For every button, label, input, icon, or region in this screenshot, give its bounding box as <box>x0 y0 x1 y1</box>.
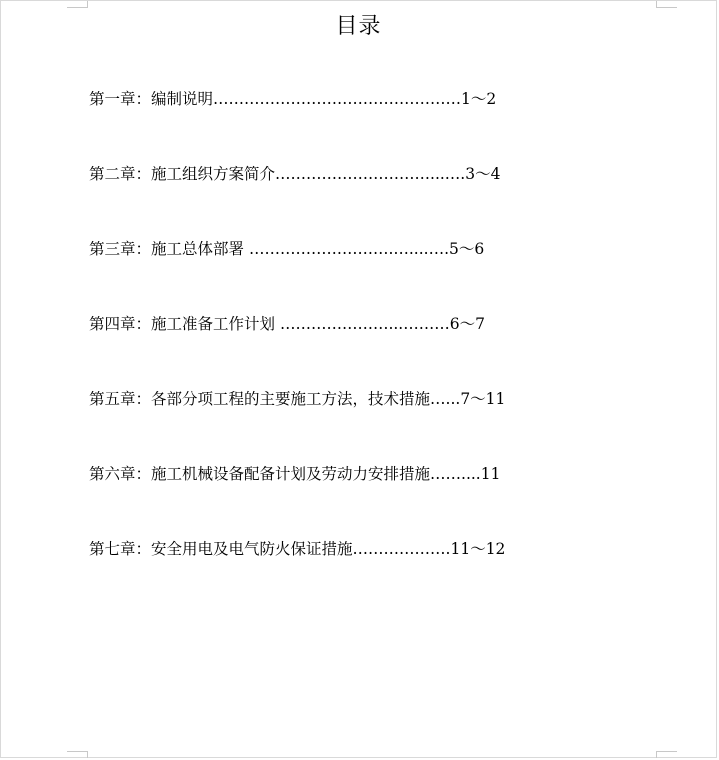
toc-heading: 施工机械设备配备计划及劳动力安排措施 <box>151 465 431 483</box>
toc-leader: ………………………………………… <box>213 90 462 108</box>
toc-chapter: 第六章： <box>89 465 152 483</box>
toc-entry <box>89 237 505 312</box>
toc-entry <box>89 312 505 387</box>
toc-title: 目录 <box>335 14 382 39</box>
crop-mark-bottom-right <box>656 751 677 758</box>
toc-entry <box>89 537 505 612</box>
toc-heading: 施工组织方案简介 <box>151 165 276 183</box>
toc-pages: 7～11 <box>460 390 506 408</box>
toc-chapter: 第七章： <box>89 540 152 558</box>
toc-leader: …….... <box>430 465 481 483</box>
toc-heading: 安全用电及电气防火保证措施 <box>151 540 353 558</box>
crop-mark-bottom-left <box>67 751 88 758</box>
toc-leader: …………………...……… <box>279 315 450 333</box>
toc-heading: 各部分项工程的主要施工方法，技术措施 <box>151 390 431 408</box>
toc-entry <box>89 87 505 162</box>
toc-chapter: 第四章： <box>89 315 152 333</box>
toc-pages: 11～12 <box>450 540 506 558</box>
toc-leader: ………………. <box>352 540 451 558</box>
toc-pages: 3～4 <box>465 165 501 183</box>
toc-list <box>89 87 505 612</box>
crop-mark-top-right <box>656 1 677 8</box>
toc-pages: 1～2 <box>461 90 497 108</box>
toc-entry <box>89 462 505 537</box>
toc-entry <box>89 162 505 237</box>
toc-chapter: 第二章： <box>89 165 152 183</box>
toc-leader: …………………………...…. <box>275 165 466 183</box>
toc-pages: 5～6 <box>449 240 485 258</box>
crop-mark-top-left <box>67 1 88 8</box>
toc-heading: 施工总体部署 <box>151 240 249 258</box>
toc-leader: …... <box>430 390 461 408</box>
toc-chapter: 第五章： <box>89 390 152 408</box>
toc-leader: ……………………….…....…. <box>248 240 450 258</box>
toc-chapter: 第一章： <box>89 90 152 108</box>
toc-chapter: 第三章： <box>89 240 152 258</box>
toc-pages: 11 <box>480 465 501 483</box>
toc-entry <box>89 387 505 462</box>
toc-pages: 6～7 <box>449 315 485 333</box>
toc-heading: 施工准备工作计划 <box>151 315 280 333</box>
toc-heading: 编制说明 <box>151 90 214 108</box>
